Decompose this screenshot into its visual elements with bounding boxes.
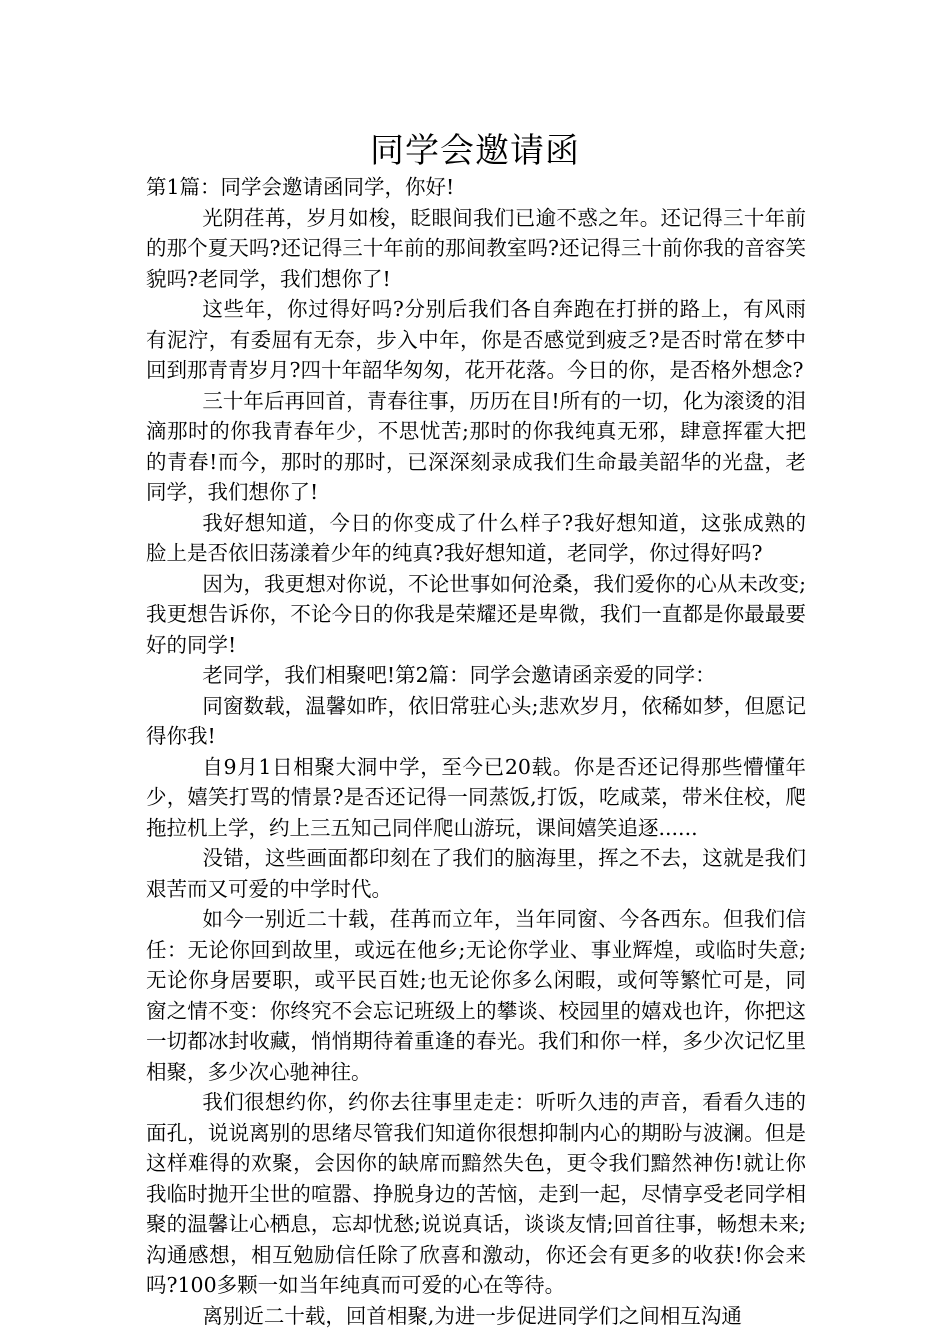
paragraph: 老同学，我们相聚吧!第2篇：同学会邀请函亲爱的同学： xyxy=(202,663,716,687)
paragraph: 我好想知道，今日的你变成了什么样子?我好想知道，这张成熟的脸上是否依旧荡漾着少年的纯真?我好想知道，老同学，你过得好吗? xyxy=(146,510,806,565)
paragraph: 光阴荏苒，岁月如梭，眨眼间我们已逾不惑之年。还记得三十年前的那个夏天吗?还记得三十年前的那间教室吗?还记得三十前你我的音容笑貌吗?老同学，我们想你了! xyxy=(146,205,806,291)
paragraph: 这些年，你过得好吗?分别后我们各自奔跑在打拼的路上，有风雨有泥泞，有委屈有无奈，步入中年，你是否感觉到疲乏?是否时常在梦中回到那青青岁月?四十年韶华匆匆，花开花落。今日的你，是否格外想念? xyxy=(146,297,806,382)
paragraph: 没错，这些画面都印刻在了我们的脑海里，挥之不去，这就是我们艰苦而又可爱的中学时代。 xyxy=(146,846,806,901)
paragraph: 我们很想约你，约你去往事里走走：听听久违的声音，看看久违的面孔，说说离别的思绪尽管我们知道你很想抑制内心的期盼与波澜。但是这样难得的欢聚，会因你的缺席而黯然失色，更令我们黯然神伤!就让你我临时抛开尘世的喧嚣、挣脱身边的苦恼，走到一起，尽情享受老同学相聚的温馨让心栖息，忘却忧愁;说说真话，谈谈友情;回首往事，畅想未来;沟通感想，相互勉励信任除了欣喜和激动，你还会有更多的收获!你会来吗?100多颗一如当年纯真而可爱的心在等待。 xyxy=(146,1090,806,1297)
paragraph: 如今一别近二十载，荏苒而立年，当年同窗、今各西东。但我们信任：无论你回到故里，或远在他乡;无论你学业、事业辉煌，或临时失意;无论你身居要职，或平民百姓;也无论你多么闲暇，或何等繁忙可是，同窗之情不变：你终究不会忘记班级上的攀谈、校园里的嬉戏也许，你把这一切都冰封收藏，悄悄期待着重逢的春光。我们和你一样，多少次记忆里相聚，多少次心驰神往。 xyxy=(146,907,806,1084)
document-title: 同学会邀请函 xyxy=(370,131,580,171)
document-body xyxy=(146,172,806,1331)
paragraph: 同窗数载，温馨如昨，依旧常驻心头;悲欢岁月，依稀如梦，但愿记得你我! xyxy=(146,693,806,748)
paragraph: 自9月1日相聚大洞中学，至今已20载。你是否还记得那些懵懂年少，嬉笑打骂的情景?是否还记得一同蒸饭,打饭，吃咸菜，带米住校，爬拖拉机上学，约上三五知己同伴爬山游玩，课间嬉笑追逐...... xyxy=(146,754,806,840)
paragraph: 第1篇：同学会邀请函同学，你好! xyxy=(146,175,455,199)
paragraph: 三十年后再回首，青春往事，历历在目!所有的一切，化为滚烫的泪滴那时的你我青春年少，不思忧苦;那时的你我纯真无邪，肆意挥霍大把的青春!而今，那时的那时，已深深刻录成我们生命最美韶华的光盘，老同学，我们想你了! xyxy=(146,388,806,504)
paragraph: 因为，我更想对你说，不论世事如何沧桑，我们爱你的心从未改变;我更想告诉你，不论今日的你我是荣耀还是卑微，我们一直都是你最最要好的同学! xyxy=(146,571,806,657)
paragraph: 离别近二十载，回首相聚,为进一步促进同学们之间相互沟通 xyxy=(202,1303,742,1328)
